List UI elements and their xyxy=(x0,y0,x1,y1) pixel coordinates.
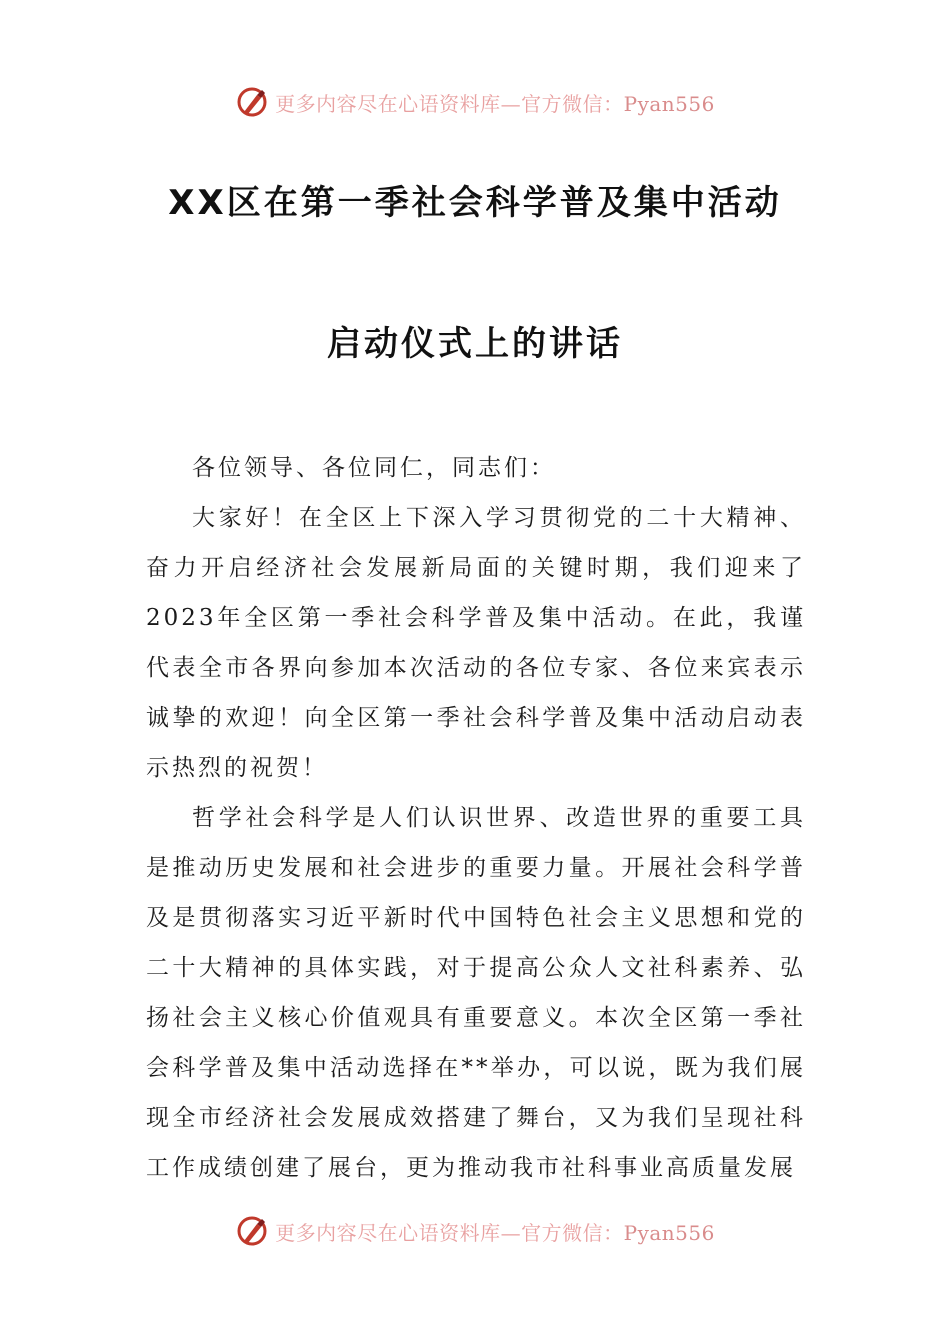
body-paragraph-greeting: 大家好！在全区上下深入学习贯彻党的二十大精神、奋力开启经济社会发展新局面的关键时期，我们迎来了2023年全区第一季社会科学普及集中活动。在此，我谨代表全市各界向参加本次活动的各位专家、各位来宾表示诚挚的欢迎！向全区第一季社会科学普及集中活动启动表示热烈的祝贺！ xyxy=(146,505,806,781)
body-paragraph-significance: 哲学社会科学是人们认识世界、改造世界的重要工具是推动历史发展和社会进步的重要力量。开展社会科学普及是贯彻落实习近平新时代中国特色社会主义思想和党的二十大精神的具体实践，对于提高公众人文社科素养、弘扬社会主义核心价值观具有重要意义。本次全区第一季社会科学普及集中活动选择在**举办，可以说，既为我们展现全市经济社会发展成效搭建了舞台，又为我们呈现社科工作成绩创建了展台，更为推动我市社科事业高质量发展 xyxy=(146,805,806,1181)
header-banner-slogan: 更多内容尽在心语资料库—官方微信： xyxy=(275,91,624,116)
pen-nib-circle-icon xyxy=(235,1214,269,1248)
document-title-line-1: XX区在第一季社会科学普及集中活动 xyxy=(168,183,782,223)
footer-banner-text xyxy=(275,1217,715,1246)
pen-nib-circle-icon xyxy=(235,85,269,119)
header-banner-text xyxy=(275,88,715,117)
footer-watermark-banner xyxy=(0,1211,950,1251)
document-title-line-2: 启动仪式上的讲话 xyxy=(327,324,623,364)
header-banner-wechat-id: Pyan556 xyxy=(623,91,715,116)
salutation-paragraph: 各位领导、各位同仁，同志们： xyxy=(192,455,556,481)
footer-banner-wechat-id: Pyan556 xyxy=(623,1220,715,1245)
document-body xyxy=(146,443,806,1193)
header-watermark-banner xyxy=(0,82,950,122)
footer-banner-slogan: 更多内容尽在心语资料库—官方微信： xyxy=(275,1220,624,1245)
